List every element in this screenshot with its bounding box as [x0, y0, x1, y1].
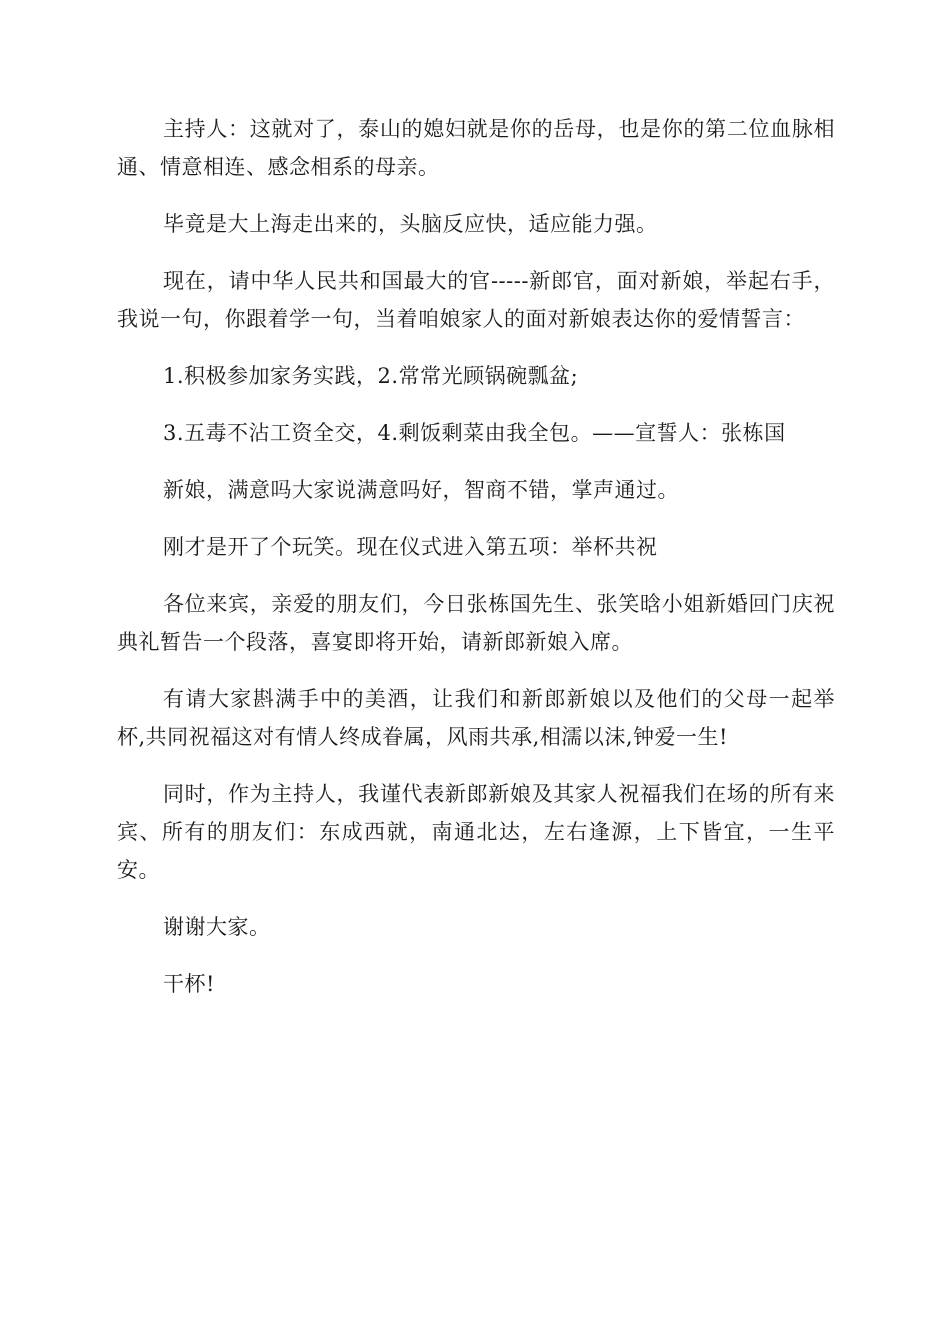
paragraph-shanghai: 毕竟是大上海走出来的，头脑反应快，适应能力强。 [163, 212, 658, 236]
paragraph-thanks: 谢谢大家。 [163, 915, 271, 939]
paragraph-blessing: 同时，作为主持人，我谨代表新郎新娘及其家人祝福我们在场的所有来宾、所有的朋友们：东成西就，南通北达，左右逢源，上下皆宜，一生平安。 [117, 782, 835, 882]
document-body [117, 110, 835, 1022]
paragraph-toast: 有请大家斟满手中的美酒，让我们和新郎新娘以及他们的父母一起举杯,共同祝福这对有情人终成眷属，风雨共承,相濡以沫,钟爱一生! [117, 687, 835, 749]
paragraph-fifth-item: 刚才是开了个玩笑。现在仪式进入第五项：举杯共祝 [163, 535, 658, 559]
paragraph-oath-3-4: 3.五毒不沾工资全交，4.剩饭剩菜由我全包。——宣誓人：张栋国 [163, 421, 786, 445]
paragraph-bride-approval: 新娘，满意吗大家说满意吗好，智商不错，掌声通过。 [163, 478, 679, 502]
paragraph-cheers: 干杯! [163, 972, 215, 996]
paragraph-guests: 各位来宾，亲爱的朋友们，今日张栋国先生、张笑晗小姐新婚回门庆祝典礼暂告一个段落，喜宴即将开始，请新郎新娘入席。 [117, 592, 835, 654]
paragraph-oath-intro: 现在，请中华人民共和国最大的官-----新郎官，面对新娘，举起右手，我说一句，你跟着学一句，当着咱娘家人的面对新娘表达你的爱情誓言： [117, 269, 835, 331]
paragraph-host-mother: 主持人：这就对了，泰山的媳妇就是你的岳母，也是你的第二位血脉相通、情意相连、感念相系的母亲。 [117, 117, 835, 179]
paragraph-oath-1-2: 1.积极参加家务实践，2.常常光顾锅碗瓢盆; [163, 364, 579, 388]
